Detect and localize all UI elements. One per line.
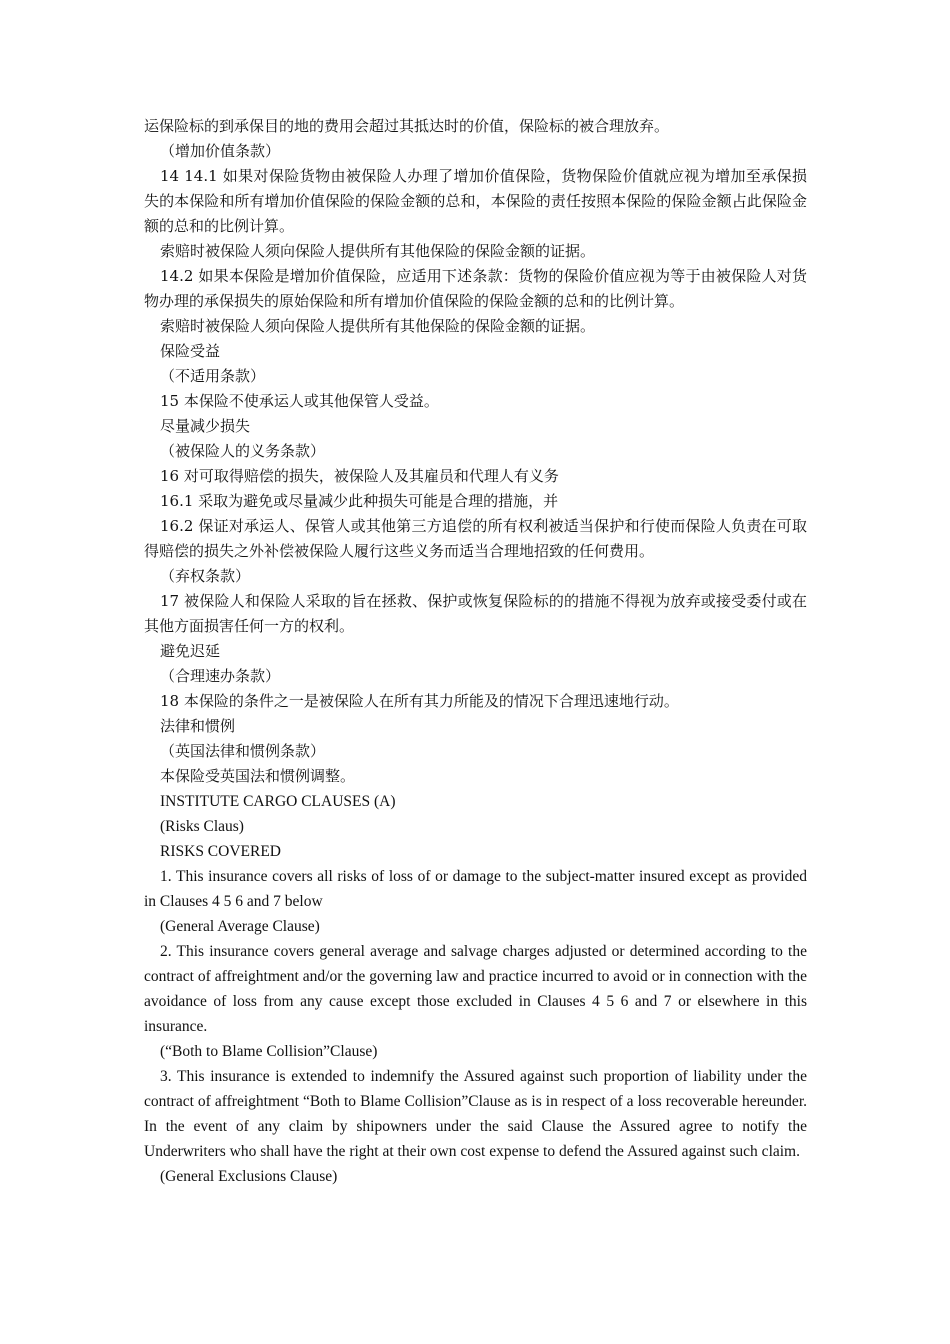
- paragraph: 本保险受英国法和惯例调整。: [160, 767, 356, 785]
- clause-heading: (Risks Claus): [160, 818, 244, 835]
- section-heading: 保险受益: [160, 342, 221, 360]
- paragraph: 16 对可取得赔偿的损失，被保险人及其雇员和代理人有义务: [160, 467, 559, 485]
- paragraph: 1. This insurance covers all risks of loss of or damage to the subject-matter insured except as provided in Clauses 4 5 6 and 7 below: [144, 868, 807, 910]
- clause-heading: （弃权条款）: [160, 567, 251, 585]
- section-heading: 避免迟延: [160, 642, 221, 660]
- clause-heading: （不适用条款）: [160, 367, 266, 385]
- clause-heading: （英国法律和惯例条款）: [160, 742, 326, 760]
- clause-heading: （增加价值条款）: [160, 142, 281, 160]
- paragraph: 16.2 保证对承运人、保管人或其他第三方追偿的所有权利被适当保护和行使而保险人负责在可取得赔偿的损失之外补偿被保险人履行这些义务而适当合理地招致的任何费用。: [144, 517, 807, 560]
- clause-heading: (“Both to Blame Collision”Clause): [160, 1043, 378, 1060]
- document-title: INSTITUTE CARGO CLAUSES (A): [160, 793, 396, 810]
- paragraph: 索赔时被保险人须向保险人提供所有其他保险的保险金额的证据。: [160, 242, 596, 260]
- paragraph: 16.1 采取为避免或尽量减少此种损失可能是合理的措施，并: [160, 492, 559, 510]
- paragraph: 14 14.1 如果对保险货物由被保险人办理了增加价值保险，货物保险价值就应视为增加至承保损失的本保险和所有增加价值保险的保险金额的总和，本保险的责任按照本保险的保险金额占此保险金额的总和的比例计算。: [144, 167, 807, 235]
- paragraph: 运保险标的到承保目的地的费用会超过其抵达时的价值，保险标的被合理放弃。: [144, 117, 670, 135]
- clause-heading: (General Average Clause): [160, 918, 320, 935]
- section-heading: RISKS COVERED: [160, 843, 282, 860]
- section-heading: 法律和惯例: [160, 717, 236, 735]
- paragraph: 18 本保险的条件之一是被保险人在所有其力所能及的情况下合理迅速地行动。: [160, 692, 679, 710]
- clause-heading: (General Exclusions Clause): [160, 1168, 338, 1185]
- section-heading: 尽量减少损失: [160, 417, 251, 435]
- paragraph: 索赔时被保险人须向保险人提供所有其他保险的保险金额的证据。: [160, 317, 596, 335]
- paragraph: 3. This insurance is extended to indemnify the Assured against such proportion of liability under the contract of affreightment “Both to Blame Collision”Clause as is in respect of a loss recoverable hereunder. In the event of any claim by shipowners under the said Clause the Assured agree to notify the Underwriters who shall have the right at their own cost expense to defend the Assured against such claim.: [144, 1068, 807, 1160]
- clause-heading: （合理速办条款）: [160, 667, 281, 685]
- clause-heading: （被保险人的义务条款）: [160, 442, 326, 460]
- paragraph: 2. This insurance covers general average and salvage charges adjusted or determined according to the contract of affreightment and/or the governing law and practice incurred to avoid or in connection with the avoidance of loss from any cause except those excluded in Clauses 4 5 6 and 7 or elsewhere in this insurance.: [144, 943, 807, 1035]
- paragraph: 14.2 如果本保险是增加价值保险，应适用下述条款：货物的保险价值应视为等于由被保险人对货物办理的承保损失的原始保险和所有增加价值保险的保险金额的总和的比例计算。: [144, 267, 807, 310]
- document-body: [144, 114, 807, 1189]
- paragraph: 15 本保险不使承运人或其他保管人受益。: [160, 392, 439, 410]
- paragraph: 17 被保险人和保险人采取的旨在拯救、保护或恢复保险标的的措施不得视为放弃或接受委付或在其他方面损害任何一方的权利。: [144, 592, 807, 635]
